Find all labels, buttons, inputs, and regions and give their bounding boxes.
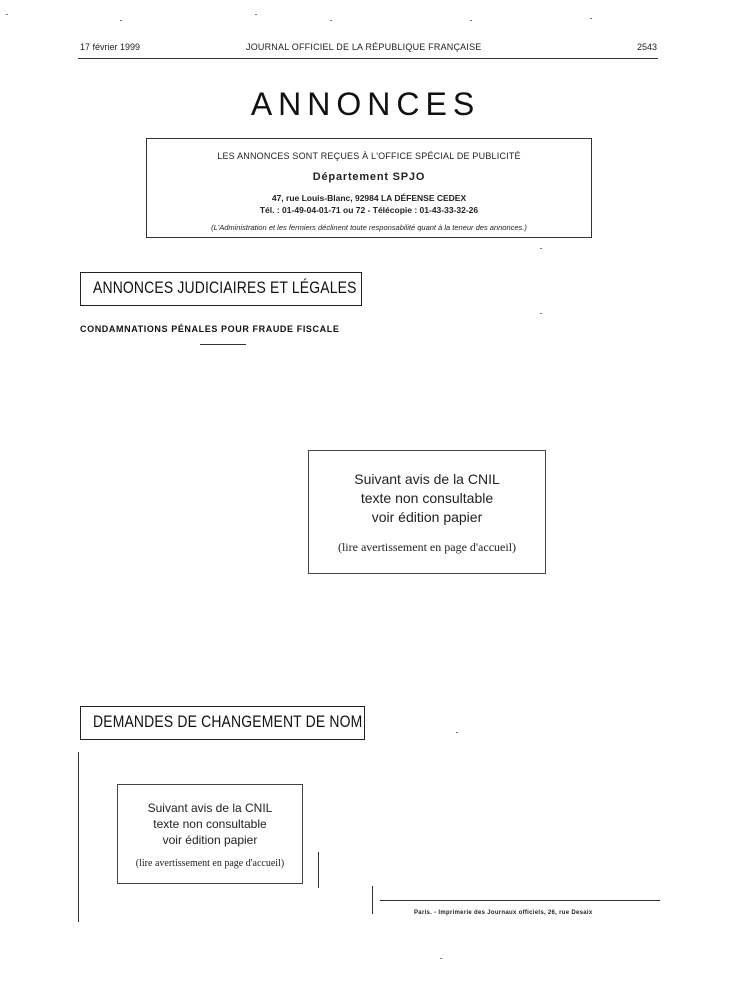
footer-rule xyxy=(380,900,660,901)
cnil-notice-line1: Suivant avis de la CNIL xyxy=(354,471,500,487)
footer-vertical-rule xyxy=(372,886,373,914)
header-rule xyxy=(78,58,658,59)
section-title-box-name-change xyxy=(80,706,365,740)
info-line-office: LES ANNONCES SONT REÇUES À L'OFFICE SPÉCIAL DE PUBLICITÉ xyxy=(217,151,521,161)
cnil-notice-2-line3: voir édition papier xyxy=(162,833,258,847)
info-line-department: Département SPJO xyxy=(312,171,426,183)
section-subtitle-penal: CONDAMNATIONS PÉNALES POUR FRAUDE FISCALE xyxy=(80,324,340,334)
section-title-name-change: DEMANDES DE CHANGEMENT DE NOM xyxy=(93,712,363,731)
section-title-box-judicial xyxy=(80,272,362,306)
info-line-disclaimer: (L'Administration et les fermiers déclinent toute responsabilité quant à la teneur des annonces.) xyxy=(211,223,527,232)
publicity-info-box xyxy=(146,138,592,238)
cnil-notice-2-line2: texte non consultable xyxy=(153,817,267,831)
cnil-notice-line2: texte non consultable xyxy=(360,490,494,506)
cnil-notice-box-2 xyxy=(117,784,303,884)
info-line-phone: Tél. : 01-49-04-01-71 ou 72 - Télécopie : 01-43-33-32-26 xyxy=(259,205,479,215)
section-title-judicial: ANNONCES JUDICIAIRES ET LÉGALES xyxy=(93,278,357,297)
subtitle-underline xyxy=(200,344,246,345)
cnil-notice-line3: voir édition papier xyxy=(371,509,483,525)
cnil-notice-2-line4: (lire avertissement en page d'accueil) xyxy=(135,858,285,869)
header-page-number: 2543 xyxy=(637,42,658,52)
cnil-notice-2-line1: Suivant avis de la CNIL xyxy=(147,801,273,815)
cnil-notice-line4: (lire avertissement en page d'accueil) xyxy=(337,540,517,554)
header-journal-title: JOURNAL OFFICIEL DE LA RÉPUBLIQUE FRANÇAISE xyxy=(246,42,482,52)
notice-side-rule xyxy=(318,852,319,888)
footer-imprint: Paris. - Imprimerie des Journaux officiels, 26, rue Desaix xyxy=(414,910,593,916)
left-column-rule xyxy=(78,752,79,922)
cnil-notice-box xyxy=(308,450,546,574)
info-line-address: 47, rue Louis-Blanc, 92984 LA DÉFENSE CEDEX xyxy=(271,193,467,203)
main-title: ANNONCES xyxy=(250,86,481,122)
header-date: 17 février 1999 xyxy=(80,42,141,52)
